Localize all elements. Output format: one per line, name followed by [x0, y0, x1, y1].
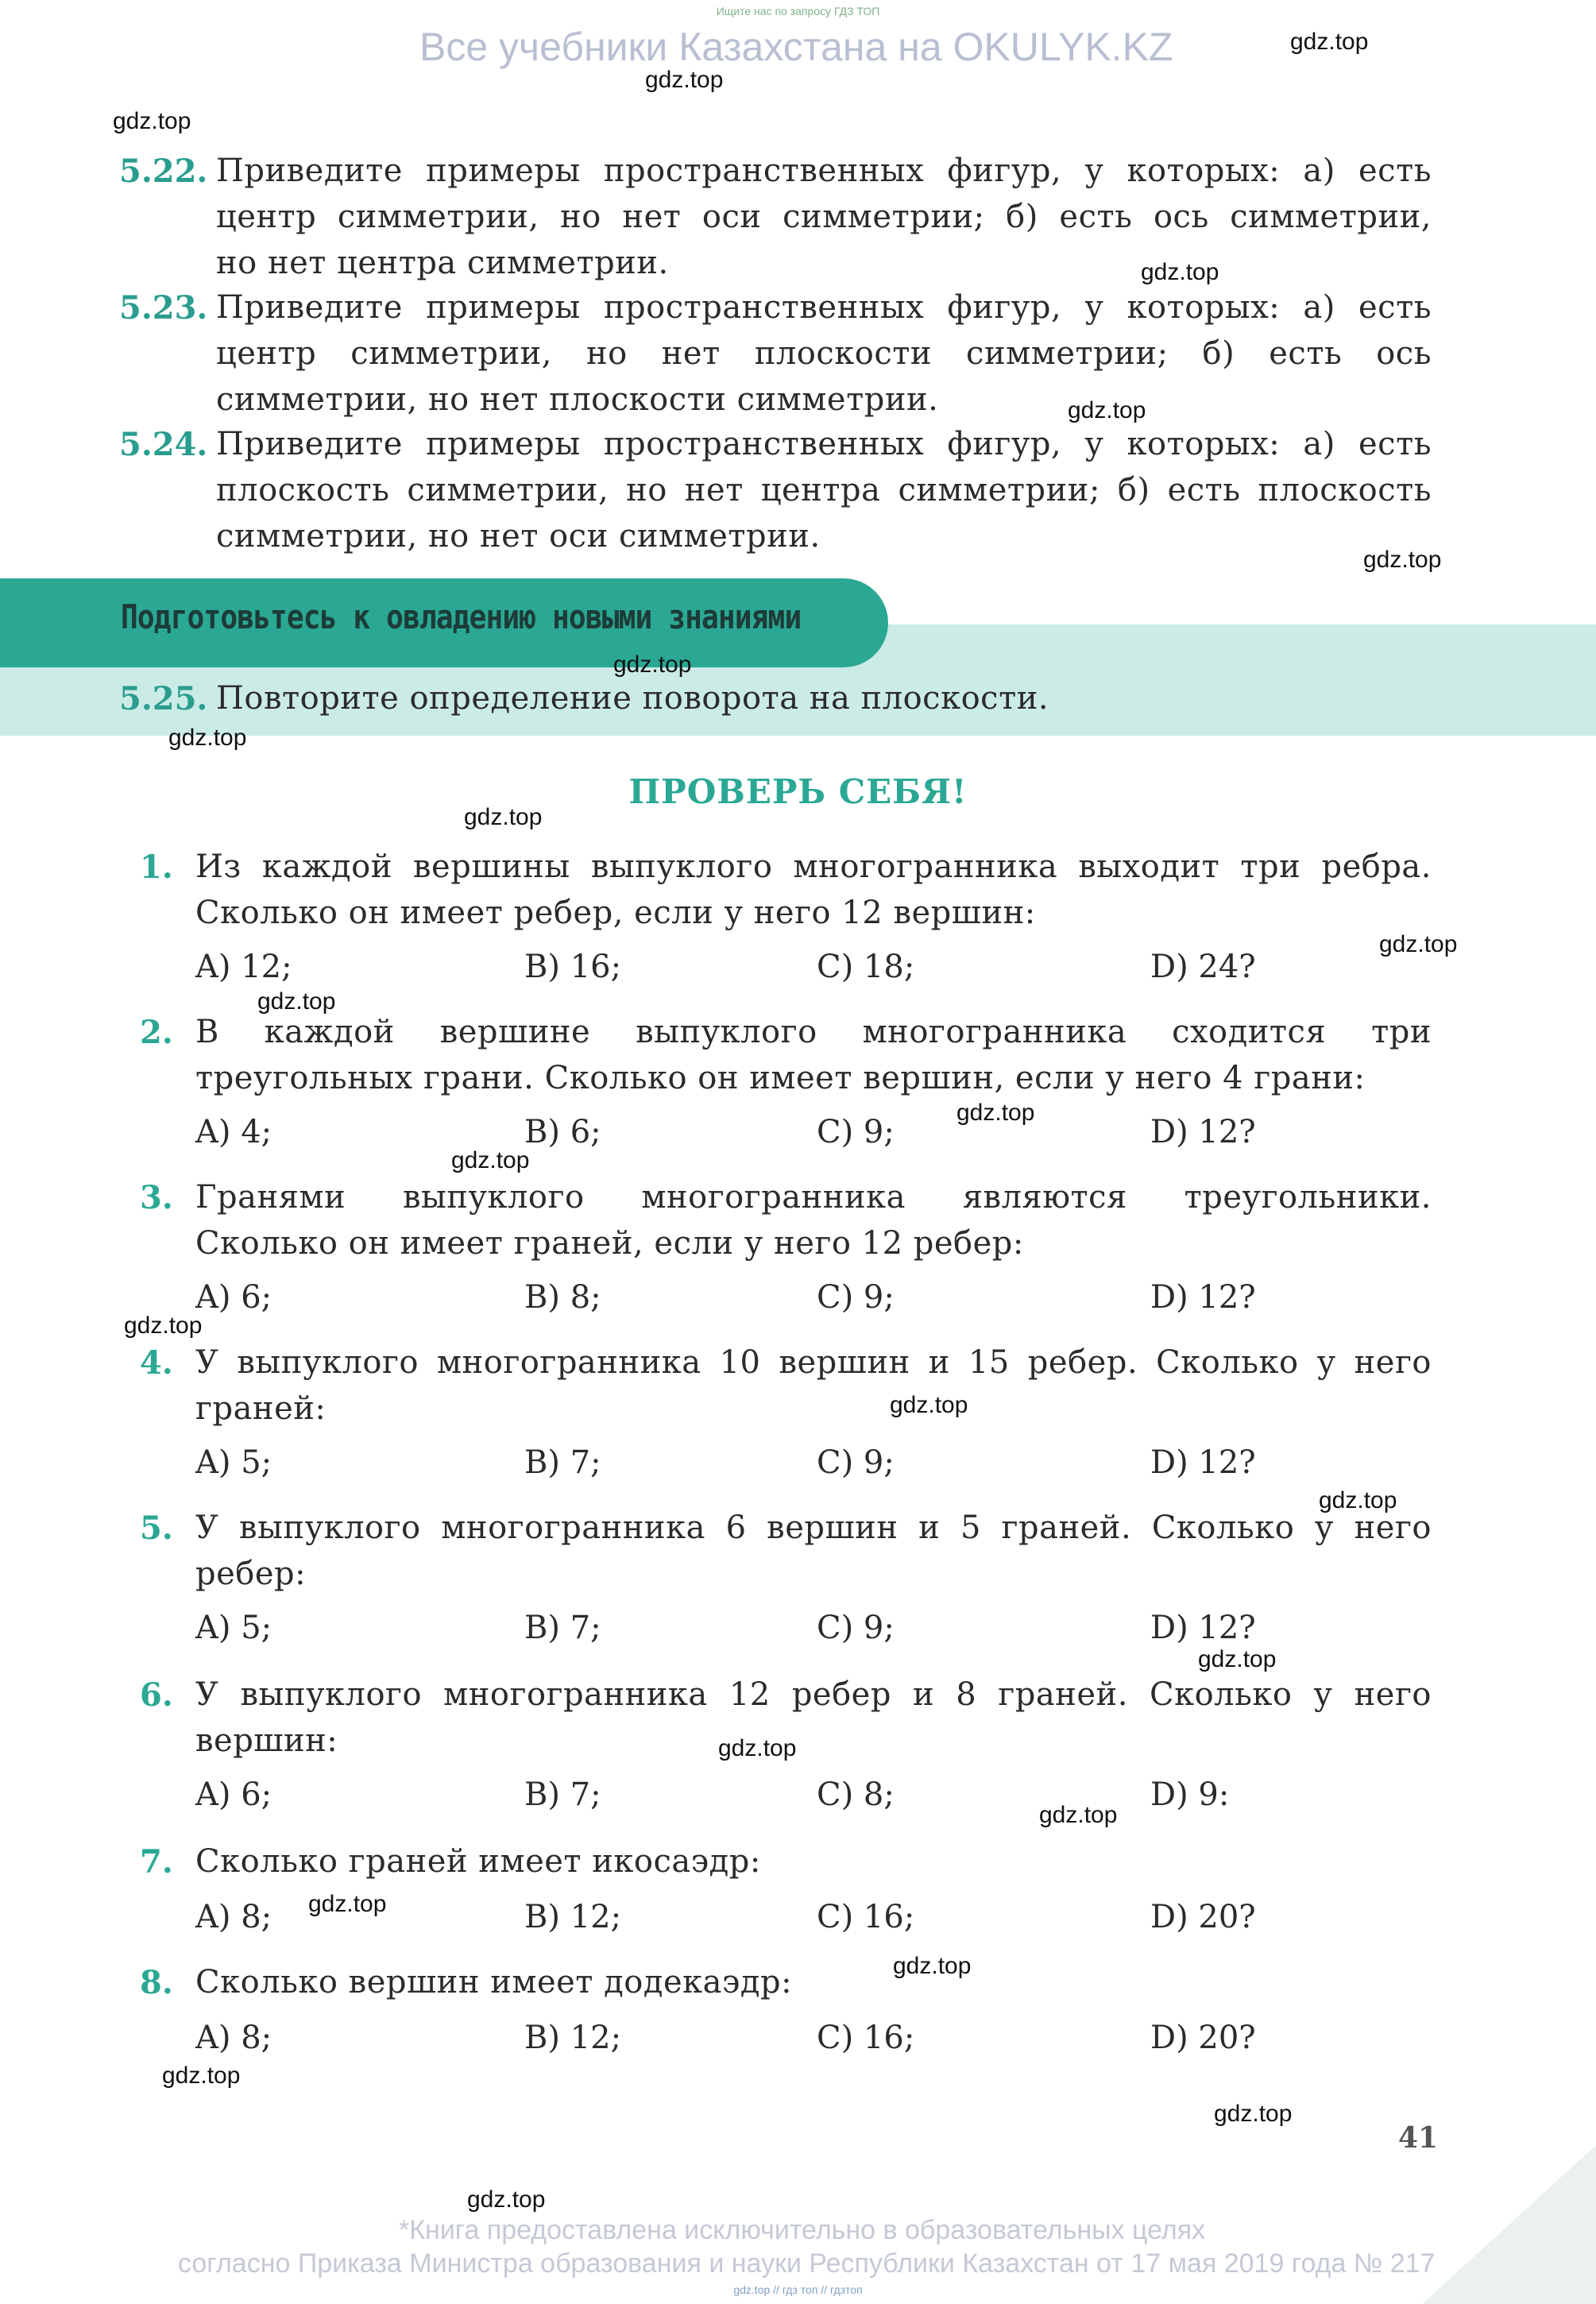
question-number: 6. [140, 1676, 173, 1714]
option-b: B) 12; [524, 2020, 622, 2056]
watermark: gdz.top [162, 2062, 241, 2089]
question-text-line: Сколько граней имеет икосаэдр: [195, 1843, 761, 1880]
option-b: B) 8; [524, 1279, 601, 1316]
question-text-line: Из каждой вершины выпуклого многогранника выходит три ребра. [195, 849, 1432, 885]
question-text-line: Сколько вершин имеет додекаэдр: [195, 1964, 793, 2001]
option-c: C) 18; [817, 949, 915, 985]
watermark: gdz.top [113, 108, 191, 134]
option-c: C) 9; [817, 1114, 895, 1150]
exercise-text-line: центр симметрии, но нет плоскости симметрии; б) есть ось [216, 335, 1432, 372]
option-d: D) 20? [1150, 1899, 1256, 1935]
watermark: gdz.top [956, 1100, 1035, 1126]
watermark: gdz.top [890, 1392, 968, 1418]
watermark: gdz.top [718, 1735, 797, 1761]
question-text-line: Сколько он имеет граней, если у него 12 ребер: [195, 1225, 1024, 1262]
footer-tiny-links[interactable]: gdz.top // гдз топ // гдзтоп [733, 2283, 863, 2296]
page-number: 41 [1398, 2121, 1439, 2155]
watermark: gdz.top [1198, 1646, 1277, 1672]
watermark: gdz.top [1068, 397, 1146, 423]
option-c: C) 9; [817, 1610, 895, 1646]
exercise-text-line: плоскость симметрии, но нет центра симметрии; б) есть плоскость [216, 472, 1432, 508]
watermark: gdz.top [645, 67, 724, 93]
exercise-number: 5.23. [119, 289, 208, 327]
option-b: B) 16; [524, 949, 622, 985]
question-text-line: В каждой вершине выпуклого многогранника сходится три [195, 1014, 1432, 1050]
page-corner-decoration [1422, 2145, 1596, 2304]
option-d: D) 24? [1150, 949, 1256, 985]
option-b: B) 12; [524, 1899, 622, 1935]
option-c: C) 16; [817, 2020, 915, 2056]
option-c: C) 8; [817, 1776, 895, 1813]
question-text-line: Гранями выпуклого многогранника являются треугольники. [195, 1179, 1432, 1216]
watermark: gdz.top [1363, 547, 1442, 573]
option-b: B) 6; [524, 1114, 601, 1150]
watermark: gdz.top [1141, 259, 1219, 285]
exercise-number: 5.24. [119, 426, 208, 463]
watermark: gdz.top [308, 1891, 387, 1917]
option-a: A) 5; [195, 1444, 272, 1481]
option-a: A) 6; [195, 1279, 272, 1316]
option-c: C) 9; [817, 1279, 895, 1316]
option-b: B) 7; [524, 1610, 601, 1646]
exercise-text-line: Приведите примеры пространственных фигур, у которых: а) есть [216, 289, 1432, 326]
option-b: B) 7; [524, 1776, 601, 1813]
exercise-5-25-text: Повторите определение поворота на плоскости. [216, 680, 1049, 717]
watermark: gdz.top [613, 651, 692, 678]
option-d: D) 12? [1150, 1610, 1256, 1646]
question-text-line: У выпуклого многогранника 12 ребер и 8 граней. Сколько у него [195, 1676, 1432, 1713]
question-text-line: Сколько он имеет ребер, если у него 12 вершин: [195, 895, 1036, 931]
option-a: A) 4; [195, 1114, 272, 1150]
option-a: A) 6; [195, 1776, 272, 1813]
exercise-text-line: симметрии, но нет оси симметрии. [216, 518, 821, 555]
watermark: gdz.top [1319, 1487, 1397, 1513]
question-number: 3. [140, 1179, 173, 1216]
watermark: gdz.top [1214, 2101, 1293, 2127]
question-text-line: треугольных грани. Сколько он имеет вершин, если у него 4 грани: [195, 1060, 1366, 1096]
footer-line-2: согласно Приказа Министра образования и науки Республики Казахстан от 17 мая 2019 года № 217 [178, 2248, 1436, 2279]
question-number: 1. [140, 849, 173, 886]
watermark: gdz.top [464, 804, 543, 830]
watermark: gdz.top [893, 1953, 972, 1979]
option-d: D) 12? [1150, 1114, 1256, 1150]
watermark: gdz.top [1290, 29, 1369, 55]
question-number: 8. [140, 1964, 173, 2001]
question-number: 7. [140, 1843, 173, 1881]
exercise-number: 5.22. [119, 153, 208, 190]
option-c: C) 9; [817, 1444, 895, 1481]
watermark: gdz.top [467, 2186, 546, 2213]
exercise-text-line: центр симметрии, но нет оси симметрии; б) есть ось симметрии, [216, 199, 1432, 235]
exercise-number: 5.25. [119, 680, 208, 717]
exercise-text-line: Приведите примеры пространственных фигур, у которых: а) есть [216, 153, 1432, 189]
section-banner-title: Подготовьтесь к овладению новыми знаниями [121, 597, 802, 636]
watermark: gdz.top [1379, 931, 1458, 957]
option-b: B) 7; [524, 1444, 601, 1481]
watermark: gdz.top [168, 725, 247, 751]
option-d: D) 9: [1150, 1776, 1230, 1813]
question-number: 5. [140, 1510, 173, 1547]
question-text-line: ребер: [195, 1556, 307, 1592]
question-text-line: граней: [195, 1390, 327, 1427]
exercise-text-line: но нет центра симметрии. [216, 245, 669, 281]
option-a: A) 8; [195, 1899, 272, 1935]
option-a: A) 12; [195, 949, 292, 985]
question-text-line: вершин: [195, 1722, 338, 1759]
watermark: gdz.top [1039, 1802, 1118, 1828]
option-d: D) 20? [1150, 2020, 1256, 2056]
question-number: 4. [140, 1344, 173, 1382]
footer-line-1: *Книга предоставлена исключительно в образовательных целях [399, 2215, 1206, 2245]
question-number: 2. [140, 1014, 173, 1051]
question-text-line: У выпуклого многогранника 10 вершин и 15 ребер. Сколько у него [195, 1344, 1432, 1381]
exercise-text-line: Приведите примеры пространственных фигур, у которых: а) есть [216, 426, 1432, 462]
option-d: D) 12? [1150, 1279, 1256, 1316]
exercise-text-line: симметрии, но нет плоскости симметрии. [216, 381, 939, 418]
watermark: gdz.top [451, 1147, 530, 1173]
option-c: C) 16; [817, 1899, 915, 1935]
option-d: D) 12? [1150, 1444, 1256, 1481]
option-a: A) 8; [195, 2020, 272, 2056]
watermark: gdz.top [257, 988, 336, 1015]
question-text-line: У выпуклого многогранника 6 вершин и 5 граней. Сколько у него [195, 1510, 1432, 1546]
search-hint: Ищите нас по запросу ГДЗ ТОП [716, 5, 880, 17]
site-title[interactable]: Все учебники Казахстана на OKULYK.KZ [419, 25, 1173, 69]
check-yourself-title: ПРОВЕРЬ СЕБЯ! [628, 772, 968, 811]
option-a: A) 5; [195, 1610, 272, 1646]
watermark: gdz.top [124, 1312, 203, 1339]
